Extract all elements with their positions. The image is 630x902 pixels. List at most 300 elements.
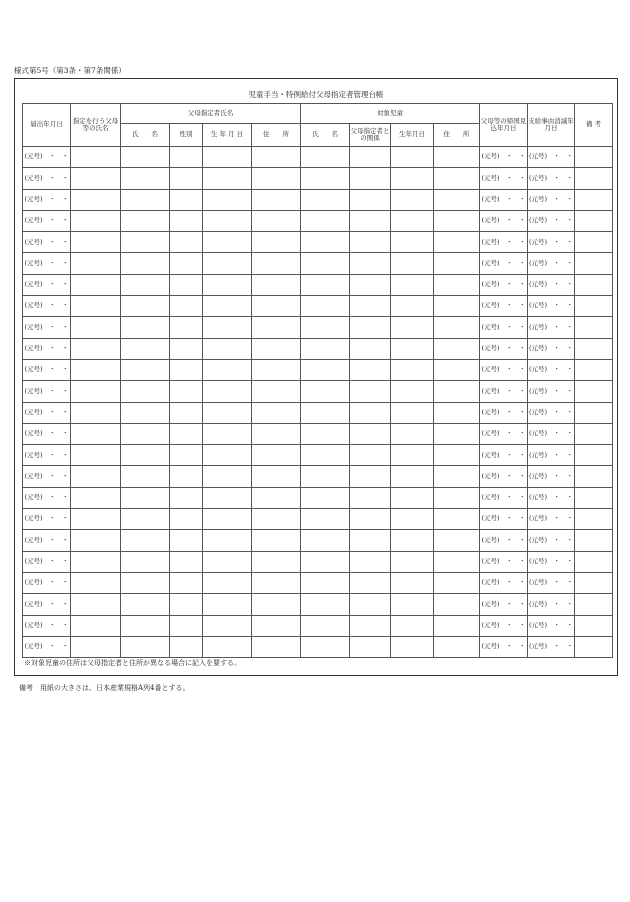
ledger-cell[interactable] (301, 530, 350, 551)
ledger-cell[interactable] (301, 466, 350, 487)
ledger-cell[interactable] (71, 253, 121, 274)
end-date-cell[interactable]: (元号) ・ ・ (528, 572, 575, 593)
ledger-cell[interactable] (71, 210, 121, 231)
ledger-cell[interactable] (203, 636, 252, 657)
ledger-cell[interactable] (203, 232, 252, 253)
ledger-cell[interactable] (170, 168, 203, 189)
ledger-cell[interactable] (350, 381, 391, 402)
ledger-cell[interactable] (575, 509, 613, 530)
return-date-cell[interactable]: (元号) ・ ・ (480, 551, 528, 572)
ledger-cell[interactable] (252, 423, 301, 444)
return-date-cell[interactable]: (元号) ・ ・ (480, 445, 528, 466)
ledger-cell[interactable] (170, 147, 203, 168)
ledger-cell[interactable] (252, 402, 301, 423)
end-date-cell[interactable]: (元号) ・ ・ (528, 168, 575, 189)
end-date-cell[interactable]: (元号) ・ ・ (528, 317, 575, 338)
return-date-cell[interactable]: (元号) ・ ・ (480, 232, 528, 253)
ledger-cell[interactable] (170, 615, 203, 636)
return-date-cell[interactable]: (元号) ・ ・ (480, 147, 528, 168)
ledger-cell[interactable] (203, 274, 252, 295)
ledger-cell[interactable] (575, 338, 613, 359)
ledger-cell[interactable] (350, 359, 391, 380)
ledger-cell[interactable] (252, 530, 301, 551)
ledger-cell[interactable] (203, 594, 252, 615)
end-date-cell[interactable]: (元号) ・ ・ (528, 381, 575, 402)
return-date-cell[interactable]: (元号) ・ ・ (480, 168, 528, 189)
return-date-cell[interactable]: (元号) ・ ・ (480, 189, 528, 210)
ledger-cell[interactable] (350, 274, 391, 295)
ledger-cell[interactable] (350, 572, 391, 593)
ledger-cell[interactable] (203, 423, 252, 444)
ledger-cell[interactable] (301, 636, 350, 657)
filing-date-cell[interactable]: (元号) ・ ・ (23, 189, 71, 210)
ledger-cell[interactable] (121, 509, 170, 530)
ledger-cell[interactable] (203, 317, 252, 338)
ledger-cell[interactable] (71, 509, 121, 530)
ledger-cell[interactable] (301, 253, 350, 274)
ledger-cell[interactable] (434, 210, 480, 231)
return-date-cell[interactable]: (元号) ・ ・ (480, 274, 528, 295)
ledger-cell[interactable] (434, 168, 480, 189)
ledger-cell[interactable] (203, 359, 252, 380)
ledger-cell[interactable] (71, 232, 121, 253)
ledger-cell[interactable] (170, 189, 203, 210)
filing-date-cell[interactable]: (元号) ・ ・ (23, 445, 71, 466)
ledger-cell[interactable] (350, 423, 391, 444)
ledger-cell[interactable] (71, 381, 121, 402)
ledger-cell[interactable] (575, 445, 613, 466)
return-date-cell[interactable]: (元号) ・ ・ (480, 338, 528, 359)
ledger-cell[interactable] (203, 530, 252, 551)
ledger-cell[interactable] (434, 551, 480, 572)
ledger-cell[interactable] (434, 317, 480, 338)
ledger-cell[interactable] (170, 296, 203, 317)
ledger-cell[interactable] (391, 317, 434, 338)
ledger-cell[interactable] (252, 189, 301, 210)
end-date-cell[interactable]: (元号) ・ ・ (528, 594, 575, 615)
ledger-cell[interactable] (203, 509, 252, 530)
ledger-cell[interactable] (252, 338, 301, 359)
ledger-cell[interactable] (71, 615, 121, 636)
ledger-cell[interactable] (575, 402, 613, 423)
ledger-cell[interactable] (301, 359, 350, 380)
ledger-cell[interactable] (391, 210, 434, 231)
filing-date-cell[interactable]: (元号) ・ ・ (23, 572, 71, 593)
ledger-cell[interactable] (121, 636, 170, 657)
ledger-cell[interactable] (350, 509, 391, 530)
end-date-cell[interactable]: (元号) ・ ・ (528, 274, 575, 295)
ledger-cell[interactable] (575, 168, 613, 189)
ledger-cell[interactable] (170, 445, 203, 466)
return-date-cell[interactable]: (元号) ・ ・ (480, 636, 528, 657)
ledger-cell[interactable] (575, 466, 613, 487)
ledger-cell[interactable] (434, 509, 480, 530)
ledger-cell[interactable] (71, 423, 121, 444)
ledger-cell[interactable] (170, 423, 203, 444)
ledger-cell[interactable] (350, 636, 391, 657)
return-date-cell[interactable]: (元号) ・ ・ (480, 402, 528, 423)
filing-date-cell[interactable]: (元号) ・ ・ (23, 381, 71, 402)
filing-date-cell[interactable]: (元号) ・ ・ (23, 466, 71, 487)
ledger-cell[interactable] (71, 147, 121, 168)
ledger-cell[interactable] (391, 445, 434, 466)
ledger-cell[interactable] (121, 551, 170, 572)
ledger-cell[interactable] (350, 189, 391, 210)
ledger-cell[interactable] (391, 594, 434, 615)
end-date-cell[interactable]: (元号) ・ ・ (528, 296, 575, 317)
ledger-cell[interactable] (71, 445, 121, 466)
ledger-cell[interactable] (575, 274, 613, 295)
ledger-cell[interactable] (71, 296, 121, 317)
ledger-cell[interactable] (71, 317, 121, 338)
ledger-cell[interactable] (121, 296, 170, 317)
ledger-cell[interactable] (434, 445, 480, 466)
ledger-cell[interactable] (575, 487, 613, 508)
ledger-cell[interactable] (203, 168, 252, 189)
ledger-cell[interactable] (575, 572, 613, 593)
ledger-cell[interactable] (391, 572, 434, 593)
ledger-cell[interactable] (391, 551, 434, 572)
ledger-cell[interactable] (575, 551, 613, 572)
ledger-cell[interactable] (252, 636, 301, 657)
ledger-cell[interactable] (434, 594, 480, 615)
ledger-cell[interactable] (575, 296, 613, 317)
ledger-cell[interactable] (170, 402, 203, 423)
ledger-cell[interactable] (350, 402, 391, 423)
ledger-cell[interactable] (252, 296, 301, 317)
ledger-cell[interactable] (434, 487, 480, 508)
ledger-cell[interactable] (434, 189, 480, 210)
filing-date-cell[interactable]: (元号) ・ ・ (23, 509, 71, 530)
filing-date-cell[interactable]: (元号) ・ ・ (23, 359, 71, 380)
ledger-cell[interactable] (301, 423, 350, 444)
ledger-cell[interactable] (575, 189, 613, 210)
ledger-cell[interactable] (350, 317, 391, 338)
return-date-cell[interactable]: (元号) ・ ・ (480, 317, 528, 338)
end-date-cell[interactable]: (元号) ・ ・ (528, 338, 575, 359)
ledger-cell[interactable] (301, 402, 350, 423)
ledger-cell[interactable] (252, 551, 301, 572)
filing-date-cell[interactable]: (元号) ・ ・ (23, 296, 71, 317)
ledger-cell[interactable] (350, 232, 391, 253)
ledger-cell[interactable] (301, 487, 350, 508)
filing-date-cell[interactable]: (元号) ・ ・ (23, 615, 71, 636)
return-date-cell[interactable]: (元号) ・ ・ (480, 210, 528, 231)
ledger-cell[interactable] (391, 381, 434, 402)
ledger-cell[interactable] (121, 317, 170, 338)
ledger-cell[interactable] (434, 615, 480, 636)
return-date-cell[interactable]: (元号) ・ ・ (480, 594, 528, 615)
ledger-cell[interactable] (121, 168, 170, 189)
ledger-cell[interactable] (203, 572, 252, 593)
ledger-cell[interactable] (434, 274, 480, 295)
ledger-cell[interactable] (71, 402, 121, 423)
ledger-cell[interactable] (434, 296, 480, 317)
ledger-cell[interactable] (350, 487, 391, 508)
filing-date-cell[interactable]: (元号) ・ ・ (23, 317, 71, 338)
ledger-cell[interactable] (575, 594, 613, 615)
ledger-cell[interactable] (434, 232, 480, 253)
filing-date-cell[interactable]: (元号) ・ ・ (23, 594, 71, 615)
ledger-cell[interactable] (434, 147, 480, 168)
ledger-cell[interactable] (170, 210, 203, 231)
ledger-cell[interactable] (170, 594, 203, 615)
ledger-cell[interactable] (575, 210, 613, 231)
filing-date-cell[interactable]: (元号) ・ ・ (23, 636, 71, 657)
ledger-cell[interactable] (252, 317, 301, 338)
ledger-cell[interactable] (121, 189, 170, 210)
ledger-cell[interactable] (391, 168, 434, 189)
ledger-cell[interactable] (121, 402, 170, 423)
end-date-cell[interactable]: (元号) ・ ・ (528, 189, 575, 210)
ledger-cell[interactable] (71, 594, 121, 615)
ledger-cell[interactable] (203, 551, 252, 572)
ledger-cell[interactable] (170, 274, 203, 295)
ledger-cell[interactable] (170, 509, 203, 530)
ledger-cell[interactable] (350, 551, 391, 572)
ledger-cell[interactable] (203, 210, 252, 231)
ledger-cell[interactable] (252, 487, 301, 508)
ledger-cell[interactable] (203, 466, 252, 487)
filing-date-cell[interactable]: (元号) ・ ・ (23, 274, 71, 295)
ledger-cell[interactable] (71, 466, 121, 487)
ledger-cell[interactable] (203, 487, 252, 508)
ledger-cell[interactable] (575, 317, 613, 338)
ledger-cell[interactable] (71, 487, 121, 508)
ledger-cell[interactable] (391, 615, 434, 636)
ledger-cell[interactable] (252, 232, 301, 253)
ledger-cell[interactable] (121, 615, 170, 636)
ledger-cell[interactable] (350, 466, 391, 487)
filing-date-cell[interactable]: (元号) ・ ・ (23, 253, 71, 274)
end-date-cell[interactable]: (元号) ・ ・ (528, 232, 575, 253)
ledger-cell[interactable] (203, 445, 252, 466)
ledger-cell[interactable] (252, 445, 301, 466)
ledger-cell[interactable] (391, 487, 434, 508)
end-date-cell[interactable]: (元号) ・ ・ (528, 487, 575, 508)
ledger-cell[interactable] (252, 615, 301, 636)
filing-date-cell[interactable]: (元号) ・ ・ (23, 232, 71, 253)
ledger-cell[interactable] (301, 509, 350, 530)
ledger-cell[interactable] (301, 338, 350, 359)
ledger-cell[interactable] (301, 147, 350, 168)
ledger-cell[interactable] (301, 296, 350, 317)
ledger-cell[interactable] (350, 210, 391, 231)
end-date-cell[interactable]: (元号) ・ ・ (528, 359, 575, 380)
end-date-cell[interactable]: (元号) ・ ・ (528, 423, 575, 444)
ledger-cell[interactable] (301, 572, 350, 593)
ledger-cell[interactable] (575, 147, 613, 168)
ledger-cell[interactable] (350, 594, 391, 615)
ledger-cell[interactable] (391, 402, 434, 423)
ledger-cell[interactable] (203, 253, 252, 274)
ledger-cell[interactable] (301, 168, 350, 189)
end-date-cell[interactable]: (元号) ・ ・ (528, 445, 575, 466)
ledger-cell[interactable] (71, 168, 121, 189)
ledger-cell[interactable] (170, 232, 203, 253)
end-date-cell[interactable]: (元号) ・ ・ (528, 466, 575, 487)
ledger-cell[interactable] (203, 189, 252, 210)
ledger-cell[interactable] (252, 147, 301, 168)
ledger-cell[interactable] (391, 189, 434, 210)
ledger-cell[interactable] (575, 530, 613, 551)
ledger-cell[interactable] (71, 274, 121, 295)
ledger-cell[interactable] (71, 359, 121, 380)
ledger-cell[interactable] (71, 551, 121, 572)
ledger-cell[interactable] (301, 210, 350, 231)
ledger-cell[interactable] (301, 189, 350, 210)
ledger-cell[interactable] (350, 530, 391, 551)
ledger-cell[interactable] (301, 615, 350, 636)
ledger-cell[interactable] (170, 572, 203, 593)
ledger-cell[interactable] (301, 232, 350, 253)
ledger-cell[interactable] (252, 253, 301, 274)
ledger-cell[interactable] (252, 381, 301, 402)
ledger-cell[interactable] (575, 615, 613, 636)
ledger-cell[interactable] (434, 253, 480, 274)
ledger-cell[interactable] (301, 317, 350, 338)
ledger-cell[interactable] (252, 509, 301, 530)
ledger-cell[interactable] (575, 359, 613, 380)
ledger-cell[interactable] (391, 636, 434, 657)
ledger-cell[interactable] (391, 423, 434, 444)
ledger-cell[interactable] (434, 381, 480, 402)
ledger-cell[interactable] (121, 594, 170, 615)
ledger-cell[interactable] (434, 572, 480, 593)
ledger-cell[interactable] (301, 594, 350, 615)
filing-date-cell[interactable]: (元号) ・ ・ (23, 551, 71, 572)
ledger-cell[interactable] (391, 530, 434, 551)
filing-date-cell[interactable]: (元号) ・ ・ (23, 338, 71, 359)
ledger-cell[interactable] (121, 359, 170, 380)
ledger-cell[interactable] (391, 338, 434, 359)
return-date-cell[interactable]: (元号) ・ ・ (480, 615, 528, 636)
ledger-cell[interactable] (170, 487, 203, 508)
ledger-cell[interactable] (71, 530, 121, 551)
filing-date-cell[interactable]: (元号) ・ ・ (23, 210, 71, 231)
ledger-cell[interactable] (434, 636, 480, 657)
ledger-cell[interactable] (350, 253, 391, 274)
ledger-cell[interactable] (203, 402, 252, 423)
filing-date-cell[interactable]: (元号) ・ ・ (23, 423, 71, 444)
ledger-cell[interactable] (350, 147, 391, 168)
ledger-cell[interactable] (350, 338, 391, 359)
ledger-cell[interactable] (203, 381, 252, 402)
ledger-cell[interactable] (252, 168, 301, 189)
ledger-cell[interactable] (252, 572, 301, 593)
return-date-cell[interactable]: (元号) ・ ・ (480, 381, 528, 402)
ledger-cell[interactable] (121, 338, 170, 359)
ledger-cell[interactable] (301, 445, 350, 466)
end-date-cell[interactable]: (元号) ・ ・ (528, 402, 575, 423)
ledger-cell[interactable] (121, 466, 170, 487)
ledger-cell[interactable] (170, 338, 203, 359)
ledger-cell[interactable] (170, 381, 203, 402)
ledger-cell[interactable] (170, 317, 203, 338)
filing-date-cell[interactable]: (元号) ・ ・ (23, 147, 71, 168)
ledger-cell[interactable] (121, 232, 170, 253)
ledger-cell[interactable] (252, 466, 301, 487)
ledger-cell[interactable] (170, 530, 203, 551)
filing-date-cell[interactable]: (元号) ・ ・ (23, 487, 71, 508)
return-date-cell[interactable]: (元号) ・ ・ (480, 359, 528, 380)
return-date-cell[interactable]: (元号) ・ ・ (480, 423, 528, 444)
ledger-cell[interactable] (121, 210, 170, 231)
ledger-cell[interactable] (170, 253, 203, 274)
ledger-cell[interactable] (434, 530, 480, 551)
ledger-cell[interactable] (391, 232, 434, 253)
ledger-cell[interactable] (121, 423, 170, 444)
ledger-cell[interactable] (350, 445, 391, 466)
ledger-cell[interactable] (252, 210, 301, 231)
filing-date-cell[interactable]: (元号) ・ ・ (23, 168, 71, 189)
ledger-cell[interactable] (71, 338, 121, 359)
return-date-cell[interactable]: (元号) ・ ・ (480, 466, 528, 487)
return-date-cell[interactable]: (元号) ・ ・ (480, 572, 528, 593)
ledger-cell[interactable] (203, 615, 252, 636)
ledger-cell[interactable] (121, 487, 170, 508)
ledger-cell[interactable] (170, 636, 203, 657)
ledger-cell[interactable] (301, 381, 350, 402)
ledger-cell[interactable] (350, 615, 391, 636)
ledger-cell[interactable] (71, 636, 121, 657)
filing-date-cell[interactable]: (元号) ・ ・ (23, 402, 71, 423)
ledger-cell[interactable] (71, 189, 121, 210)
ledger-cell[interactable] (391, 359, 434, 380)
return-date-cell[interactable]: (元号) ・ ・ (480, 509, 528, 530)
ledger-cell[interactable] (71, 572, 121, 593)
ledger-cell[interactable] (121, 274, 170, 295)
ledger-cell[interactable] (301, 274, 350, 295)
ledger-cell[interactable] (203, 147, 252, 168)
ledger-cell[interactable] (575, 381, 613, 402)
ledger-cell[interactable] (391, 466, 434, 487)
ledger-cell[interactable] (121, 530, 170, 551)
ledger-cell[interactable] (391, 274, 434, 295)
ledger-cell[interactable] (434, 338, 480, 359)
end-date-cell[interactable]: (元号) ・ ・ (528, 253, 575, 274)
ledger-cell[interactable] (575, 253, 613, 274)
ledger-cell[interactable] (252, 594, 301, 615)
ledger-cell[interactable] (252, 274, 301, 295)
ledger-cell[interactable] (170, 551, 203, 572)
ledger-cell[interactable] (121, 147, 170, 168)
ledger-cell[interactable] (350, 296, 391, 317)
ledger-cell[interactable] (121, 572, 170, 593)
ledger-cell[interactable] (121, 381, 170, 402)
end-date-cell[interactable]: (元号) ・ ・ (528, 147, 575, 168)
ledger-cell[interactable] (575, 232, 613, 253)
end-date-cell[interactable]: (元号) ・ ・ (528, 210, 575, 231)
ledger-cell[interactable] (203, 338, 252, 359)
end-date-cell[interactable]: (元号) ・ ・ (528, 551, 575, 572)
ledger-cell[interactable] (434, 466, 480, 487)
ledger-cell[interactable] (170, 466, 203, 487)
return-date-cell[interactable]: (元号) ・ ・ (480, 487, 528, 508)
ledger-cell[interactable] (434, 359, 480, 380)
ledger-cell[interactable] (434, 423, 480, 444)
ledger-cell[interactable] (350, 168, 391, 189)
ledger-cell[interactable] (203, 296, 252, 317)
ledger-cell[interactable] (391, 296, 434, 317)
ledger-cell[interactable] (252, 359, 301, 380)
ledger-cell[interactable] (121, 445, 170, 466)
ledger-cell[interactable] (391, 509, 434, 530)
ledger-cell[interactable] (575, 636, 613, 657)
end-date-cell[interactable]: (元号) ・ ・ (528, 615, 575, 636)
ledger-cell[interactable] (301, 551, 350, 572)
filing-date-cell[interactable]: (元号) ・ ・ (23, 530, 71, 551)
